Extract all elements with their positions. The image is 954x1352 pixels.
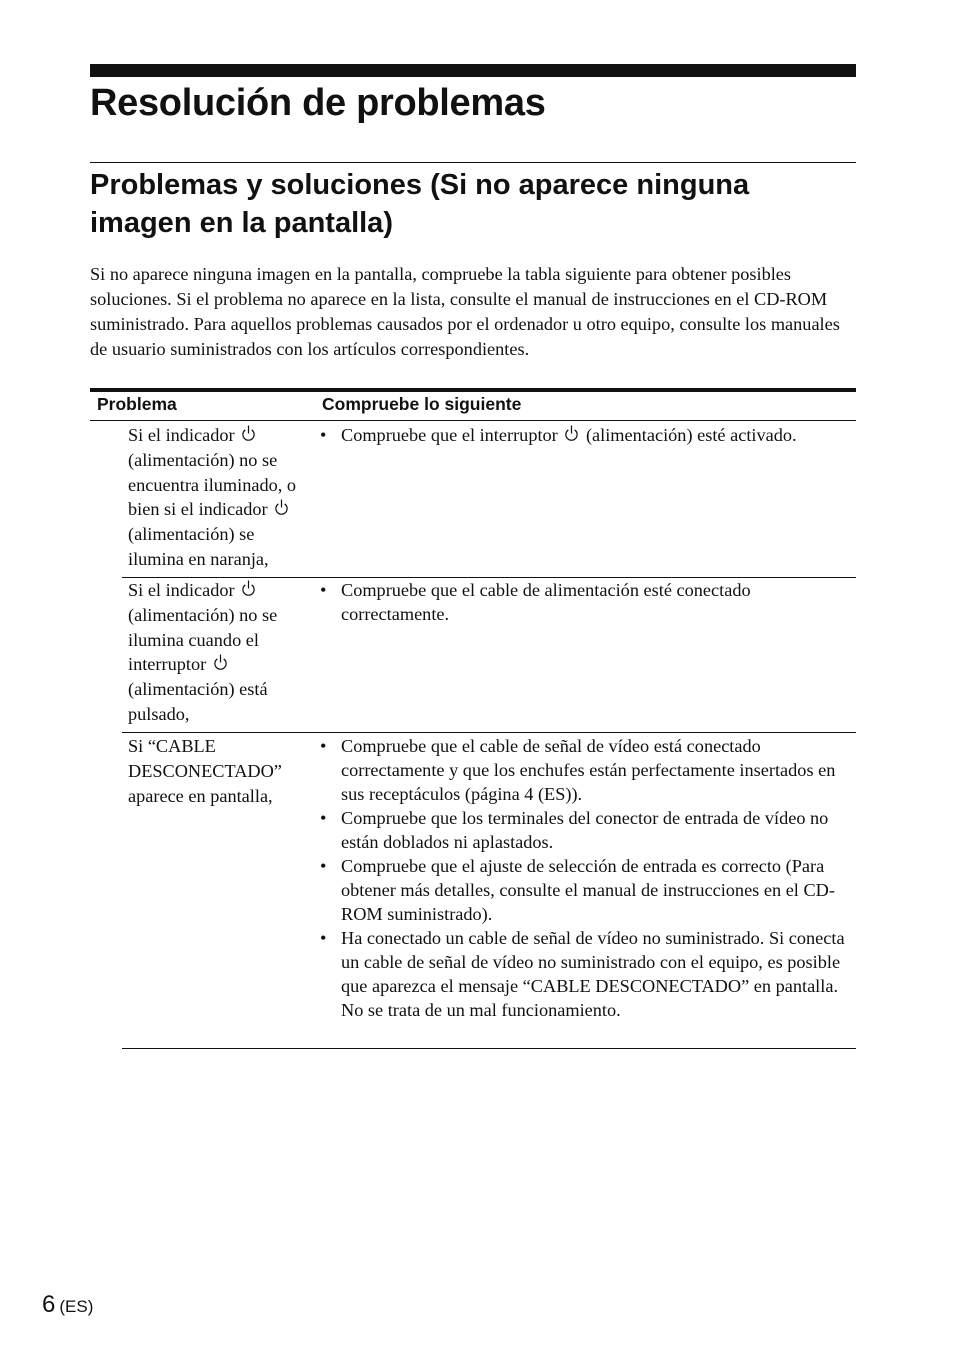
check-list-2 bbox=[318, 578, 858, 626]
section-rule bbox=[90, 162, 856, 163]
table-top-rule bbox=[90, 388, 856, 392]
intro-paragraph: Si no aparece ninguna imagen en la pantalla, compruebe la tabla siguiente para obtener posibles soluciones. Si el problema no aparece en la lista, consulte el manual de instrucciones en el CD-ROM suministrado. Para aquellos problemas causados por el ordenador u otro equipo, consulte los manuales de usuario suministrados con los artículos correspondientes. bbox=[90, 264, 840, 359]
header-check: Compruebe lo siguiente bbox=[322, 394, 522, 414]
check-item: • Compruebe que los terminales del conector de entrada de vídeo no están doblados ni aplastados. bbox=[318, 806, 858, 854]
problem-text: (alimentación) se ilumina en naranja, bbox=[128, 524, 269, 569]
title-bar bbox=[90, 64, 856, 77]
problem-text: Si el indicador bbox=[128, 425, 235, 445]
power-icon bbox=[213, 653, 228, 672]
power-icon bbox=[241, 424, 256, 443]
check-item: • Compruebe que el cable de alimentación esté conectado correctamente. bbox=[318, 578, 858, 626]
check-list-1 bbox=[318, 423, 858, 447]
table-bottom-rule bbox=[122, 1048, 856, 1049]
page-lang: (ES) bbox=[59, 1297, 94, 1316]
check-text: Compruebe que el interruptor bbox=[341, 425, 558, 445]
page-footer bbox=[42, 1290, 93, 1322]
problem-text: (alimentación) no se encuentra iluminado, o bien si el indicador bbox=[128, 449, 297, 520]
problem-text: (alimentación) no se ilumina cuando el interruptor bbox=[128, 604, 278, 675]
power-icon bbox=[564, 424, 579, 443]
problem-cell-3: Si “CABLE DESCONECTADO” aparece en pantalla, bbox=[128, 736, 282, 806]
check-item: • Compruebe que el cable de señal de vídeo está conectado correctamente y que los enchufes están perfectamente insertados en sus receptáculos (página 4 (ES)). bbox=[318, 734, 858, 806]
power-icon bbox=[241, 579, 256, 598]
power-icon bbox=[274, 498, 289, 517]
check-text: (alimentación) esté activado. bbox=[585, 425, 797, 445]
check-item: • Ha conectado un cable de señal de vídeo no suministrado. Si conecta un cable de señal de vídeo no suministrado con el equipo, es posible que aparezca el mensaje “CABLE DESCONECTADO” en pantalla. No se trata de un mal funcionamiento. bbox=[318, 926, 858, 1022]
header-problem: Problema bbox=[97, 394, 177, 414]
page-title: Resolución de problemas bbox=[90, 82, 546, 124]
section-title: Problemas y soluciones (Si no aparece ninguna imagen en la pantalla) bbox=[90, 169, 750, 239]
row-rule bbox=[122, 732, 856, 733]
problem-cell-2 bbox=[128, 578, 310, 727]
check-list-3 bbox=[318, 734, 858, 1022]
check-item bbox=[318, 423, 858, 447]
check-item: • Compruebe que el ajuste de selección de entrada es correcto (Para obtener más detalles, consulte el manual de instrucciones en el CD-ROM suministrado). bbox=[318, 854, 858, 926]
problem-cell-1 bbox=[128, 423, 310, 572]
page-number: 6 bbox=[42, 1291, 56, 1318]
problem-text: Si el indicador bbox=[128, 580, 235, 600]
problem-text: (alimentación) está pulsado, bbox=[128, 679, 268, 724]
table-header-rule bbox=[90, 420, 856, 421]
